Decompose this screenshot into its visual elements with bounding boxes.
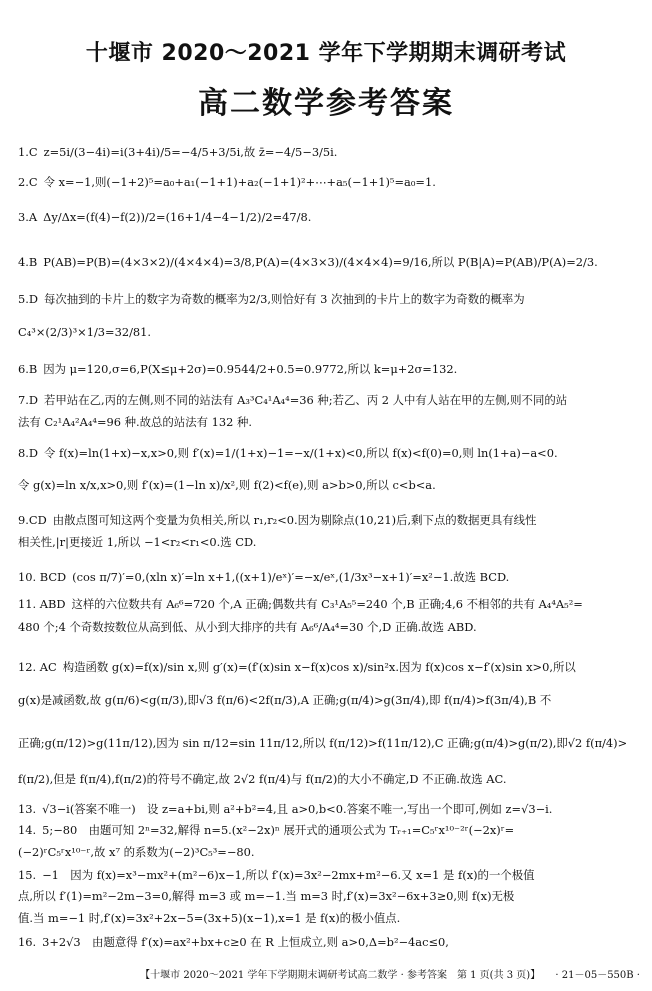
- answer-text: g(x)是减函数,故 g(π/6)<g(π/3),即√3 f(π/6)<2f(π/3),A 正确;g(π/4)>g(3π/4),即 f(π/4)>f(3π/4),B 不: [18, 693, 552, 707]
- answer-line: [18, 210, 638, 225]
- answer-text: 480 个;4 个奇数按数位从高到低、从小到大排序的共有 A₆⁶/A₄⁴=30 个,D 正确.故选 ABD.: [18, 620, 477, 634]
- answer-text: 5;−80 由题可知 2ⁿ=32,解得 n=5.(x²−2x)ⁿ 展开式的通项公式为 Tᵣ₊₁=C₅ʳx¹⁰⁻²ʳ(−2x)ʳ=: [42, 823, 515, 837]
- answer-text: 相关性,|r|更接近 1,所以 −1<r₂<r₁<0.选 CD.: [18, 535, 257, 549]
- answer-line: [18, 660, 638, 675]
- answer-text: 3+2√3 由题意得 f′(x)=ax²+bx+c≥0 在 R 上恒成立,则 a>0,Δ=b²−4ac≤0,: [42, 935, 449, 949]
- answer-text: 由散点图可知这两个变量为负相关,所以 r₁,r₂<0.因为剔除点(10,21)后,剩下点的数据更具有线性: [52, 513, 537, 527]
- answer-line: [18, 535, 638, 550]
- answer-line: [18, 823, 638, 838]
- answer-line: [18, 362, 638, 377]
- answer-number: 1.C: [18, 145, 38, 159]
- footer-text: 【十堰市 2020～2021 学年下学期期末调研考试高二数学 · 参考答案 第 1 页(共 3 页)】: [140, 970, 541, 981]
- answer-text: z=5i/(3−4i)=i(3+4i)/5=−4/5+3/5i,故 z̄=−4/5−3/5i.: [43, 145, 338, 159]
- answer-line: [18, 415, 638, 430]
- answer-line: [18, 145, 638, 160]
- answer-number: 6.B: [18, 362, 38, 376]
- answer-text: 若甲站在乙,丙的左侧,则不同的站法有 A₃³C₄¹A₄⁴=36 种;若乙、丙 2 人中有人站在甲的左侧,则不同的站: [44, 393, 568, 407]
- answer-text: 每次抽到的卡片上的数字为奇数的概率为2/3,则恰好有 3 次抽到的卡片上的数字为奇数的概率为: [44, 292, 525, 306]
- answer-text: 令 g(x)=ln x/x,x>0,则 f′(x)=(1−ln x)/x²,则 f(2)<f(e),则 a>b>0,所以 c<b<a.: [18, 478, 436, 492]
- answer-number: 8.D: [18, 446, 39, 460]
- answer-line: [18, 935, 638, 950]
- answer-text: 值.当 m=−1 时,f′(x)=3x²+2x−5=(3x+5)(x−1),x=1 是 f(x)的极小值点.: [18, 911, 401, 925]
- answer-text: 因为 μ=120,σ=6,P(X≤μ+2σ)=0.9544/2+0.5=0.9772,所以 k=μ+2σ=132.: [43, 362, 458, 376]
- answer-line: [18, 868, 638, 883]
- answer-text: (−2)ʳC₅ʳx¹⁰⁻ʳ,故 x⁷ 的系数为(−2)³C₅³=−80.: [18, 845, 255, 859]
- exam-title: 十堰市 2020～2021 学年下学期期末调研考试: [85, 41, 567, 66]
- answer-line: [18, 889, 638, 904]
- footer-code: · 21－05－550B ·: [555, 970, 640, 981]
- answer-number: 5.D: [18, 292, 39, 306]
- answer-text: 令 f(x)=ln(1+x)−x,x>0,则 f′(x)=1/(1+x)−1=−x/(1+x)<0,所以 f(x)<f(0)=0,则 ln(1+a)−a<0.: [44, 446, 558, 460]
- answer-number: 7.D: [18, 393, 39, 407]
- answer-number: 15.: [18, 868, 37, 882]
- answer-line: [18, 393, 638, 408]
- answer-text: C₄³×(2/3)³×1/3=32/81.: [18, 325, 152, 339]
- answer-text: f(π/2),但是 f(π/4),f(π/2)的符号不确定,故 2√2 f(π/4)与 f(π/2)的大小不确定,D 不正确.故选 AC.: [18, 772, 507, 786]
- answer-line: [18, 845, 638, 860]
- answer-text: 令 x=−1,则(−1+2)⁵=a₀+a₁(−1+1)+a₂(−1+1)²+⋯+a₅(−1+1)⁵=a₀=1.: [43, 175, 436, 189]
- answer-line: [18, 513, 638, 528]
- answer-line: [18, 175, 638, 190]
- answer-title: 高二数学参考答案: [198, 86, 454, 121]
- answer-number: 2.C: [18, 175, 38, 189]
- answer-text: 正确;g(π/12)>g(11π/12),因为 sin π/12=sin 11π/12,所以 f(π/12)>f(11π/12),C 正确;g(π/4)>g(π/2),即√2 f(π/4)>: [18, 736, 628, 750]
- answer-text: Δy/Δx=(f(4)−f(2))/2=(16+1/4−4−1/2)/2=47/8.: [43, 210, 312, 224]
- answer-number: 11. ABD: [18, 597, 66, 611]
- answer-number: 16.: [18, 935, 37, 949]
- answer-text: P(AB)=P(B)=(4×3×2)/(4×4×4)=3/8,P(A)=(4×3×3)/(4×4×4)=9/16,所以 P(B|A)=P(AB)/P(A)=2/3.: [43, 255, 598, 269]
- answer-text: 构造函数 g(x)=f(x)/sin x,则 g′(x)=(f′(x)sin x−f(x)cos x)/sin²x.因为 f(x)cos x−f′(x)sin x>0,所以: [62, 660, 576, 674]
- answer-line: [18, 597, 638, 612]
- answer-line: [18, 693, 638, 708]
- answer-number: 13.: [18, 802, 37, 816]
- answer-text: 这样的六位数共有 A₆⁶=720 个,A 正确;偶数共有 C₃¹A₅⁵=240 个,B 正确;4,6 不相邻的共有 A₄⁴A₅²=: [71, 597, 583, 611]
- answer-number: 10. BCD: [18, 570, 67, 584]
- answer-number: 3.A: [18, 210, 38, 224]
- answer-line: [18, 772, 638, 787]
- answer-line: [18, 802, 638, 817]
- answer-number: 14.: [18, 823, 37, 837]
- answer-line: [18, 911, 638, 926]
- answer-line: [18, 620, 638, 635]
- answer-text: 点,所以 f′(1)=m²−2m−3=0,解得 m=3 或 m=−1.当 m=3 时,f′(x)=3x²−6x+3≥0,则 f(x)无极: [18, 889, 515, 903]
- answer-line: [18, 478, 638, 493]
- answer-line: [18, 446, 638, 461]
- answer-text: −1 因为 f(x)=x³−mx²+(m²−6)x−1,所以 f′(x)=3x²−2mx+m²−6.又 x=1 是 f(x)的一个极值: [42, 868, 535, 882]
- answer-text: √3−i(答案不唯一) 设 z=a+bi,则 a²+b²=4,且 a>0,b<0.答案不唯一,写出一个即可,例如 z=√3−i.: [42, 802, 553, 816]
- answer-line: [18, 570, 638, 585]
- answer-line: [18, 292, 638, 307]
- answer-text: (cos π/7)′=0,(xln x)′=ln x+1,((x+1)/eˣ)′=−x/eˣ,(1/3x³−x+1)′=x²−1.故选 BCD.: [72, 570, 510, 584]
- answer-line: [18, 255, 638, 270]
- answer-number: 4.B: [18, 255, 38, 269]
- answer-line: [18, 736, 638, 751]
- answer-number: 12. AC: [18, 660, 57, 674]
- answer-text: 法有 C₂¹A₄²A₄⁴=96 种.故总的站法有 132 种.: [18, 415, 252, 429]
- answer-number: 9.CD: [18, 513, 47, 527]
- page-footer: [0, 966, 652, 981]
- answer-line: [18, 325, 638, 340]
